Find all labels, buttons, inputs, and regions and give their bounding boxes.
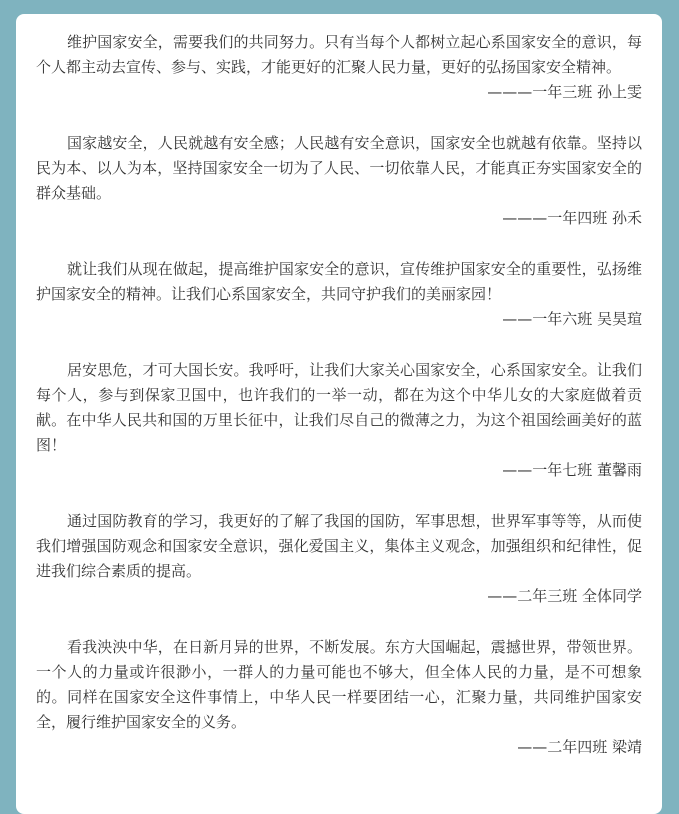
entry-signature: ———一年三班 孙上雯	[487, 83, 642, 101]
entry-4	[36, 358, 642, 483]
entry-signature: ———一年四班 孙禾	[502, 209, 642, 227]
article-card	[16, 14, 662, 814]
entry-signature: ——一年六班 吴昊瑄	[502, 310, 642, 328]
entry-text: 国家越安全，人民就越有安全感；人民越有安全意识，国家安全也就越有依靠。坚持以民为本、以人为本，坚持国家安全一切为了人民、一切依靠人民，才能真正夯实国家安全的群众基础。	[36, 134, 642, 202]
entry-signature: ——一年七班 董馨雨	[502, 461, 642, 479]
entry-1	[36, 30, 642, 105]
entry-text: 居安思危，才可大国长安。我呼吁，让我们大家关心国家安全，心系国家安全。让我们每个人，参与到保家卫国中，也许我们的一举一动，都在为这个中华儿女的大家庭做着贡献。在中华人民共和国的万里长征中，让我们尽自己的微薄之力，为这个祖国绘画美好的蓝图！	[36, 361, 642, 454]
entry-text: 看我泱泱中华，在日新月异的世界，不断发展。东方大国崛起，震撼世界，带领世界。一个人的力量或许很渺小，一群人的力量可能也不够大，但全体人民的力量，是不可想象的。同样在国家安全这件事情上，中华人民一样要团结一心，汇聚力量，共同维护国家安全，履行维护国家安全的义务。	[36, 638, 642, 731]
entry-signature: ——二年三班 全体同学	[487, 587, 642, 605]
entry-text: 维护国家安全，需要我们的共同努力。只有当每个人都树立起心系国家安全的意识，每个人都主动去宣传、参与、实践，才能更好的汇聚人民力量，更好的弘扬国家安全精神。	[36, 33, 642, 76]
entry-text: 就让我们从现在做起，提高维护国家安全的意识，宣传维护国家安全的重要性，弘扬维护国家安全的精神。让我们心系国家安全，共同守护我们的美丽家园！	[36, 260, 642, 303]
entry-signature: ——二年四班 梁靖	[517, 738, 642, 756]
entry-6	[36, 635, 642, 760]
entry-5	[36, 509, 642, 609]
entry-3	[36, 257, 642, 332]
entry-text: 通过国防教育的学习，我更好的了解了我国的国防，军事思想，世界军事等等，从而使我们增强国防观念和国家安全意识，强化爱国主义，集体主义观念，加强组织和纪律性，促进我们综合素质的提高。	[36, 512, 642, 580]
entry-2	[36, 131, 642, 231]
